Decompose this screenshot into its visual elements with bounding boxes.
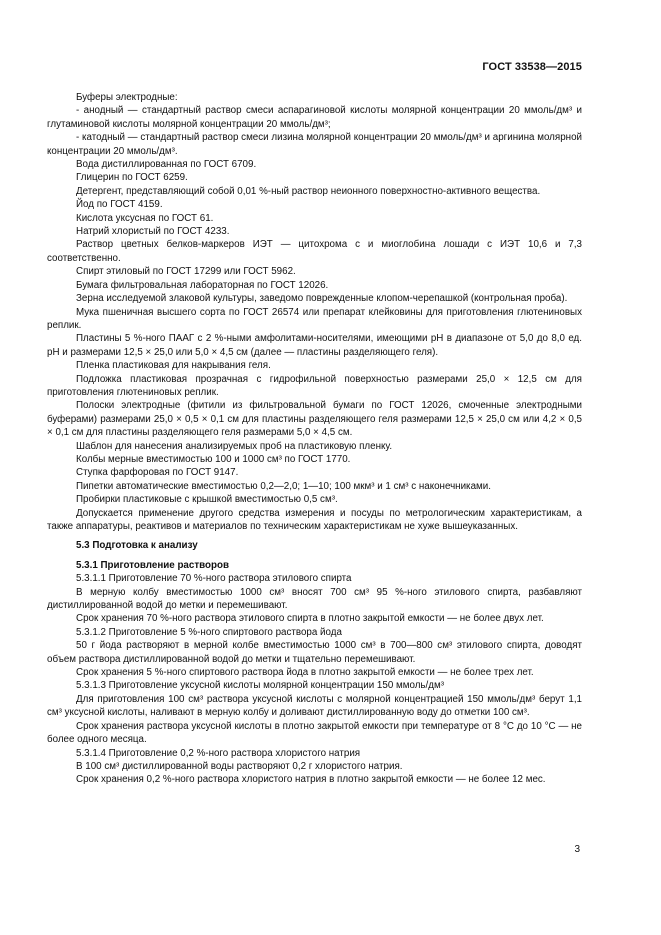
paragraph: В 100 см³ дистиллированной воды растворяют 0,2 г хлористого натрия. <box>76 760 403 772</box>
paragraph: Срок хранения 0,2 %-ного раствора хлористого натрия в плотно закрытой емкости — не более 12 мес. <box>76 774 546 786</box>
materials-list <box>47 91 582 533</box>
paragraph: Срок хранения раствора уксусной кислоты в плотно закрытой емкости при температуре от 8 °С до 10 °С — не более одного месяца. <box>47 720 582 746</box>
paragraph: Подложка пластиковая прозрачная с гидрофильной поверхностью размерами 25,0 × 12,5 см для приготовления глютениновых реплик. <box>47 373 582 398</box>
subsection-heading: 5.3.1 Приготовление растворов <box>76 559 229 571</box>
standard-number: ГОСТ 33538—2015 <box>482 61 582 73</box>
paragraph: Срок хранения 70 %-ного раствора этилового спирта в плотно закрытой емкости — не более двух лет. <box>76 613 544 625</box>
paragraph: Шаблон для нанесения анализируемых проб на пластиковую пленку. <box>76 440 393 452</box>
paragraph: В мерную колбу вместимостью 1000 см³ вносят 700 см³ 95 %-ного этилового спирта, разбавляют дистиллированной водой до метки и перемешивают. <box>47 586 582 612</box>
paragraph: Пластины 5 %-ного ПААГ с 2 %-ными амфолитами-носителями, имеющими pH в диапазоне от 5,0 до 8,0 ед. pH и размерами 12,5 × 25,0 или 5,0 × 4,5 см (далее — пластины разделяющего геля). <box>47 333 582 358</box>
paragraph: Пипетки автоматические вместимостью 0,2—2,0; 1—10; 100 мкм³ и 1 см³ с наконечниками. <box>76 480 491 492</box>
paragraph: Срок хранения 5 %-ного спиртового раствора йода в плотно закрытой емкости — не более трех лет. <box>76 667 534 679</box>
page-number: 3 <box>574 844 580 855</box>
section-heading: 5.3 Подготовка к анализу <box>76 540 198 552</box>
paragraph: Буферы электродные: <box>76 92 178 103</box>
paragraph: Ступка фарфоровая по ГОСТ 9147. <box>76 467 239 479</box>
paragraph: 5.3.1.2 Приготовление 5 %-ного спиртового раствора йода <box>76 626 342 638</box>
paragraph: Раствор цветных белков-маркеров ИЭТ — цитохрома c и миоглобина лошади c ИЭТ 10,6 и 7,3 соответственно. <box>47 239 582 264</box>
paragraph: Бумага фильтровальная лабораторная по ГОСТ 12026. <box>76 279 329 291</box>
paragraph: 5.3.1.1 Приготовление 70 %-ного раствора этилового спирта <box>76 573 352 585</box>
paragraph: Колбы мерные вместимостью 100 и 1000 см³ по ГОСТ 1770. <box>76 453 351 465</box>
paragraph: Спирт этиловый по ГОСТ 17299 или ГОСТ 5962. <box>76 266 296 278</box>
paragraph: 5.3.1.3 Приготовление уксусной кислоты молярной концентрации 150 ммоль/дм³ <box>76 680 444 692</box>
page-content <box>47 91 582 787</box>
paragraph: Зерна исследуемой злаковой культуры, заведомо поврежденные клопом-черепашкой (контрольная проба). <box>76 293 568 305</box>
paragraph: 5.3.1.4 Приготовление 0,2 %-ного раствора хлористого натрия <box>76 747 361 759</box>
paragraph: Натрий хлористый по ГОСТ 4233. <box>76 226 230 238</box>
paragraph: - катодный — стандартный раствор смеси лизина молярной концентрации 20 ммоль/дм³ и аргинина молярной концентрации 20 ммоль/дм³. <box>47 132 582 157</box>
paragraph: Для приготовления 100 см³ раствора уксусной кислоты с молярной концентрацией 150 ммоль/дм³ берут 1,1 см³ уксусной кислоты, наливают в мерную колбу и доливают дистиллированную воду до отметки 100 см³. <box>47 693 582 719</box>
paragraph: 50 г йода растворяют в мерной колбе вместимостью 1000 см³ в 700—800 см³ этилового спирта, доводят объем раствора дистиллированной водой до метки и тщательно перемешивают. <box>47 640 582 665</box>
paragraph: Глицерин по ГОСТ 6259. <box>76 172 188 184</box>
paragraph: Пробирки пластиковые с крышкой вместимостью 0,5 см³. <box>76 494 338 506</box>
paragraph: Мука пшеничная высшего сорта по ГОСТ 26574 или препарат клейковины для приготовления глютениновых реплик. <box>47 306 582 331</box>
paragraph: Полоски электродные (фитили из фильтровальной бумаги по ГОСТ 12026, смоченные электродными буферами) размерами 25,0 × 0,5 × 0,1 см для пластины разделяющего геля размерами 12,5 × 25,0 см или 4,2 × 0,5 × 0,1 см для пластины разделяющего геля размерами 5,0 × 4,5 см. <box>47 400 582 439</box>
paragraph: Кислота уксусная по ГОСТ 61. <box>76 212 214 224</box>
paragraph: Допускается применение другого средства измерения и посуды по метрологическим характеристикам, а также аппаратуры, реактивов и материалов по техническим характеристикам не хуже вышеуказанных. <box>47 507 582 532</box>
procedures-list <box>47 572 582 787</box>
paragraph: Детергент, представляющий собой 0,01 %-ный раствор неионного поверхностно-активного вещества. <box>76 185 541 197</box>
paragraph: Йод по ГОСТ 4159. <box>76 199 163 211</box>
paragraph: Пленка пластиковая для накрывания геля. <box>76 360 271 372</box>
paragraph: Вода дистиллированная по ГОСТ 6709. <box>76 159 257 171</box>
paragraph: - анодный — стандартный раствор смеси аспарагиновой кислоты молярной концентрации 20 ммоль/дм³ и глутаминовой кислоты молярной концентрации 20 ммоль/дм³; <box>47 105 582 130</box>
